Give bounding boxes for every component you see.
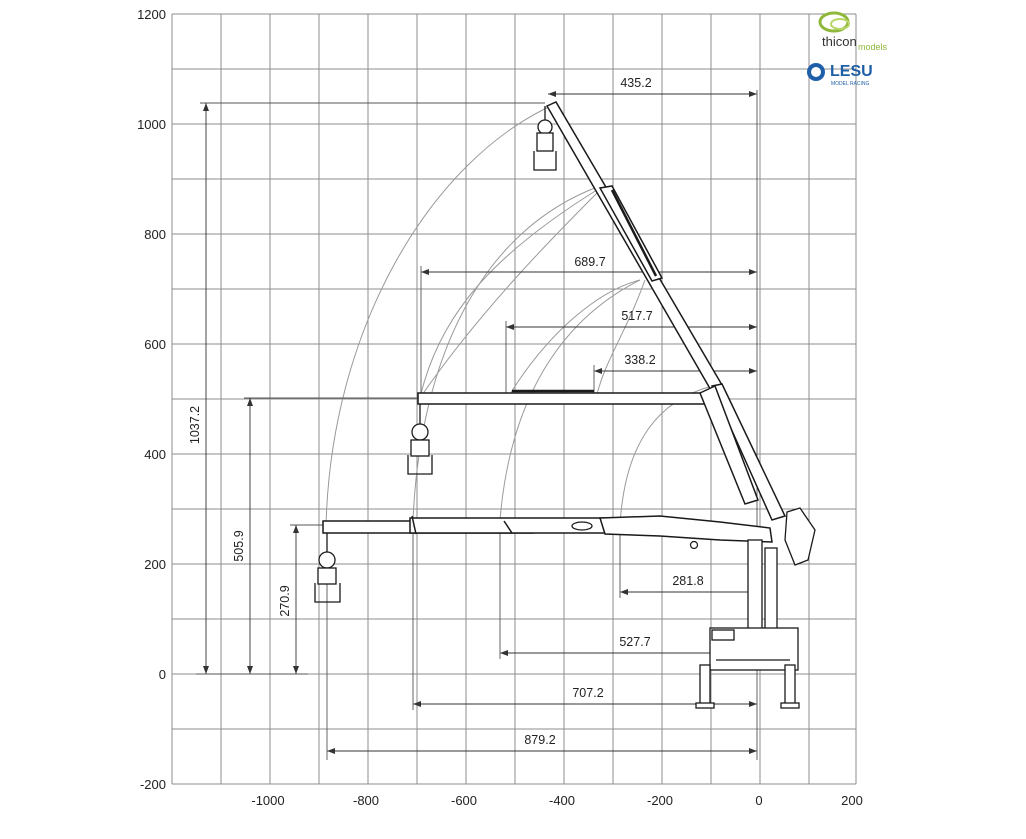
x-tick: -600 [450, 793, 478, 808]
dim-label-h-boom4: 338.2 [624, 353, 656, 367]
dim-label-h-low2: 527.7 [619, 635, 651, 649]
y-tick: -200 [139, 777, 166, 792]
y-axis-ticks [137, 7, 166, 792]
dim-label-h-low1: 281.8 [672, 574, 704, 588]
x-tick: -200 [646, 793, 674, 808]
y-tick: 200 [144, 557, 166, 572]
x-tick: 0 [755, 793, 763, 808]
lesu-wordmark: LESU [830, 63, 873, 80]
grapple-mid [408, 404, 432, 474]
y-tick: 0 [158, 667, 166, 682]
boom-mid [418, 386, 758, 504]
thicon-submark: models [858, 42, 888, 52]
dim-label-h-low4: 879.2 [524, 733, 556, 747]
x-tick: -1000 [251, 793, 285, 808]
x-tick: -800 [352, 793, 380, 808]
x-tick: -400 [548, 793, 576, 808]
dim-label-v-mid: 505.9 [232, 530, 246, 562]
extension-lines [196, 90, 757, 760]
lesu-logo [806, 58, 894, 88]
y-tick: 800 [144, 227, 166, 242]
x-axis-ticks [251, 793, 862, 808]
horizontal-dimensions [327, 76, 757, 754]
dim-label-h-low3: 707.2 [572, 686, 604, 700]
x-tick: 200 [841, 793, 863, 808]
dim-label-h-boom2: 689.7 [574, 255, 606, 269]
dim-label-h-boom3: 517.7 [621, 309, 653, 323]
vertical-dimensions [188, 103, 299, 674]
dim-label-v-max: 1037.2 [188, 405, 202, 445]
dim-label-v-low: 270.9 [278, 585, 292, 617]
thicon-wordmark: thicon [822, 34, 857, 49]
y-tick: 1200 [137, 7, 166, 22]
dim-label-h-top: 435.2 [620, 76, 652, 90]
y-tick: 1000 [137, 117, 166, 132]
y-tick: 600 [144, 337, 166, 352]
y-tick: 400 [144, 447, 166, 462]
thicon-swirl-icon [808, 10, 888, 54]
boom-low [323, 516, 772, 549]
lesu-lion-icon [806, 58, 894, 88]
lesu-submark: MODEL RACING [831, 81, 870, 87]
reach-arcs [326, 104, 712, 528]
thicon-logo [808, 10, 888, 54]
